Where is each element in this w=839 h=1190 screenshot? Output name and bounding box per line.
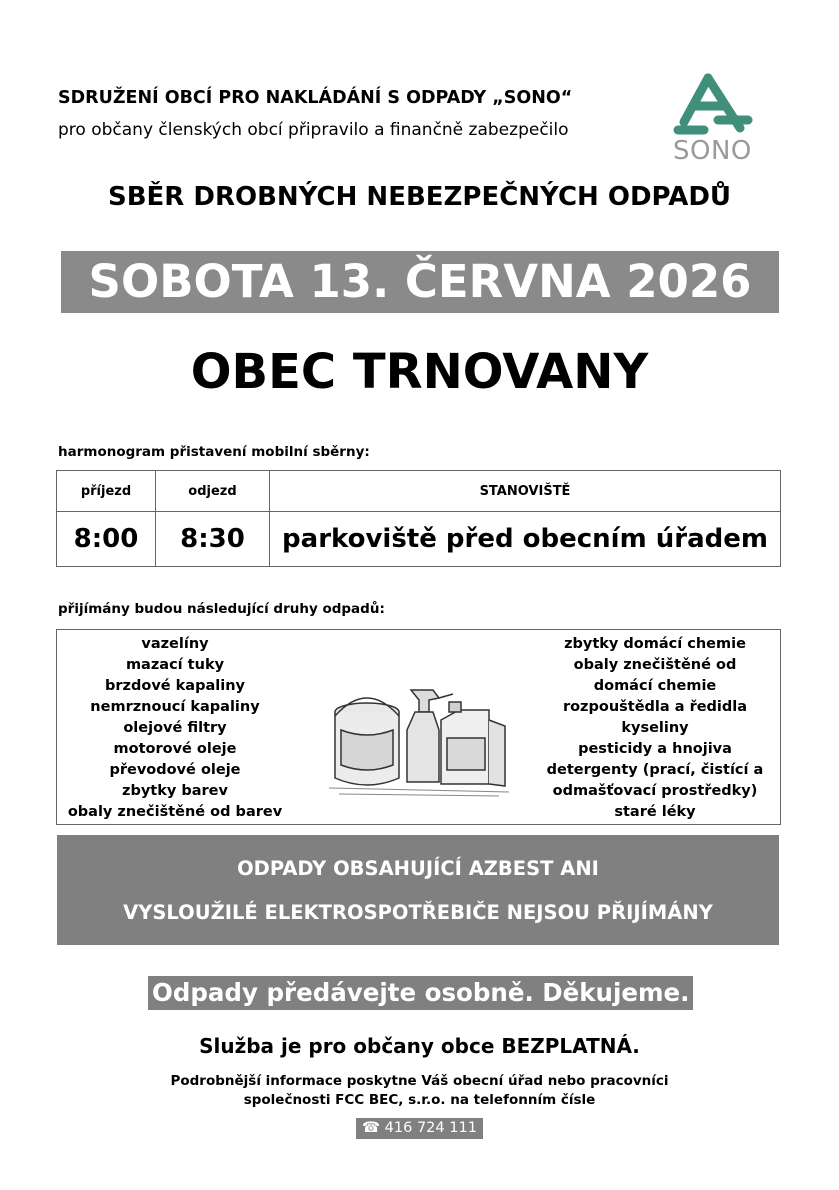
list-item: obaly znečištěné od barev xyxy=(67,804,283,820)
contact-info xyxy=(0,1072,839,1110)
warning-banner xyxy=(57,835,779,945)
page-title: SBĚR DROBNÝCH NEBEZPEČNÝCH ODPADŮ xyxy=(107,182,732,212)
phone-badge xyxy=(356,1118,483,1139)
list-item: kyseliny xyxy=(621,720,689,736)
phone-number: 416 724 111 xyxy=(384,1120,477,1136)
list-item: mazací tuky xyxy=(125,657,225,673)
date-banner: SOBOTA 13. ČERVNA 2026 xyxy=(61,251,779,313)
schedule-label: harmonogram přistavení mobilní sběrny: xyxy=(58,444,370,460)
contact-info-line-1: Podrobnější informace poskytne Váš obecní úřad nebo pracovníci xyxy=(170,1073,669,1089)
list-item: nemrznoucí kapaliny xyxy=(90,699,260,715)
departure-header: odjezd xyxy=(156,471,270,512)
list-item: odmašťovací prostředky) xyxy=(552,783,758,799)
location-header: STANOVIŠTĚ xyxy=(270,471,781,512)
chemical-containers-illustration xyxy=(329,660,519,800)
sono-logo xyxy=(668,70,758,170)
village-name: OBEC TRNOVANY xyxy=(190,344,649,400)
organization-name: SDRUŽENÍ OBCÍ PRO NAKLÁDÁNÍ S ODPADY „SONO“ xyxy=(58,88,573,108)
contact-info-line-2: společnosti FCC BEC, s.r.o. na telefonním čísle xyxy=(243,1092,596,1108)
logo-text: SONO xyxy=(673,136,752,166)
waste-types-label: přijímány budou následující druhy odpadů: xyxy=(58,601,385,617)
list-item: olejové filtry xyxy=(123,720,227,736)
departure-time: 8:30 xyxy=(156,512,270,567)
free-service-note: Služba je pro občany obce BEZPLATNÁ. xyxy=(199,1034,640,1058)
list-item: převodové oleje xyxy=(109,762,241,778)
list-item: staré léky xyxy=(614,804,696,820)
organization-subtitle: pro občany členských obcí připravilo a finančně zabezpečilo xyxy=(58,120,569,140)
schedule-table xyxy=(56,470,781,567)
thanks-banner: Odpady předávejte osobně. Děkujeme. xyxy=(148,976,693,1010)
arrival-header: příjezd xyxy=(57,471,156,512)
schedule-header-row xyxy=(57,471,781,512)
collection-location: parkoviště před obecním úřadem xyxy=(270,512,781,567)
list-item: motorové oleje xyxy=(113,741,237,757)
list-item: domácí chemie xyxy=(593,678,717,694)
warning-line-2: VYSLOUŽILÉ ELEKTROSPOTŘEBIČE NEJSOU PŘIJÍMÁNY xyxy=(123,901,713,924)
schedule-row xyxy=(57,512,781,567)
waste-list-right xyxy=(535,634,775,823)
warning-line-1: ODPADY OBSAHUJÍCÍ AZBEST ANI xyxy=(237,857,599,880)
arrival-time: 8:00 xyxy=(57,512,156,567)
list-item: rozpouštědla a ředidla xyxy=(562,699,748,715)
list-item: pesticidy a hnojiva xyxy=(578,741,732,757)
waste-list-left xyxy=(61,634,289,823)
list-item: obaly znečištěné od xyxy=(573,657,737,673)
list-item: zbytky barev xyxy=(122,783,228,799)
list-item: zbytky domácí chemie xyxy=(564,636,746,652)
list-item: brzdové kapaliny xyxy=(105,678,245,694)
sono-logo-mark xyxy=(668,70,758,140)
waste-types-box xyxy=(56,629,781,825)
list-item: vazelíny xyxy=(141,636,209,652)
list-item: detergenty (prací, čistící a xyxy=(546,762,764,778)
telephone-icon: ☎ xyxy=(362,1120,381,1136)
